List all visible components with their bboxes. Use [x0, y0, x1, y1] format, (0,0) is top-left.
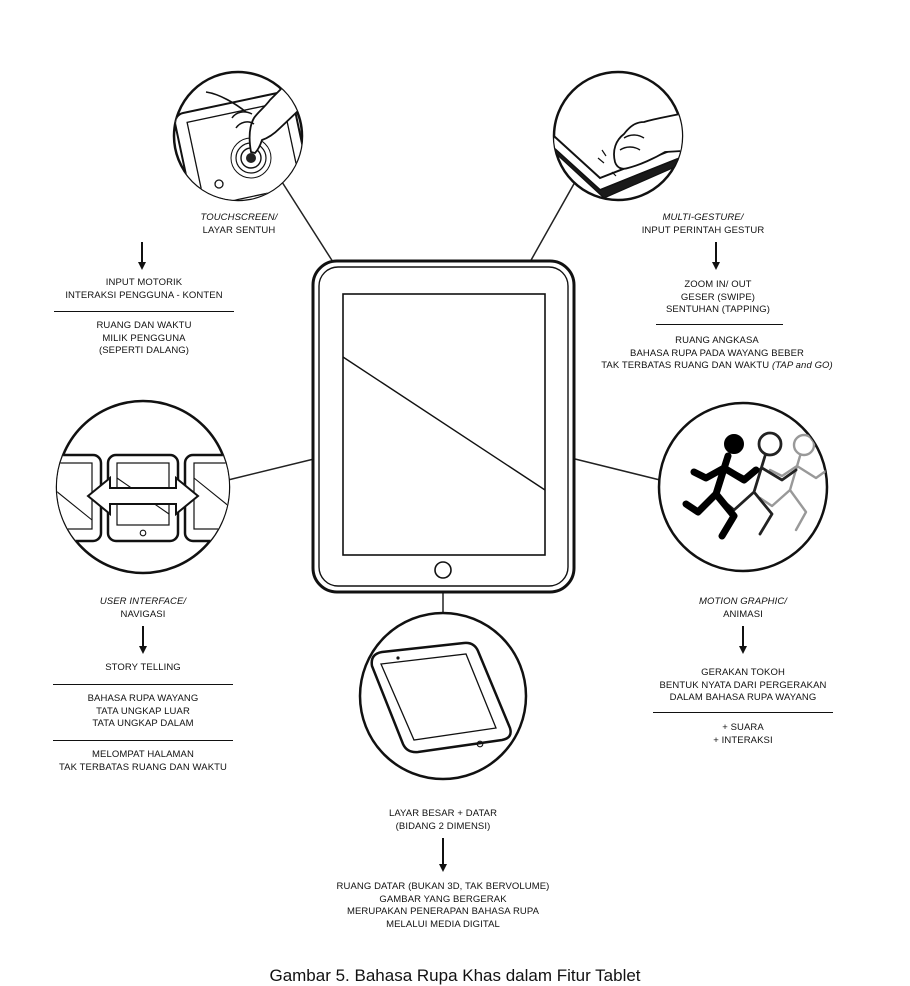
- multigesture-title-subtitle: INPUT PERINTAH GESTUR: [641, 224, 765, 236]
- layar-line-3: MERUPAKAN PENERAPAN BAHASA RUPA: [346, 906, 540, 917]
- multigesture-line-1: ZOOM IN/ OUT: [684, 279, 752, 290]
- layar-title-2: (BIDANG 2 DIMENSI): [395, 820, 491, 832]
- multigesture-line-5: BAHASA RUPA PADA WAYANG BEBER: [630, 347, 804, 359]
- touchscreen-title-subtitle: LAYAR SENTUH: [202, 224, 276, 236]
- motiongraphic-line-2: BENTUK NYATA DARI PERGERAKAN: [659, 679, 827, 691]
- userinterface-line-1: STORY TELLING: [105, 662, 181, 673]
- multigesture-divider: [656, 324, 783, 325]
- multigesture-line-6: TAK TERBATAS RUANG DAN WAKTU: [601, 360, 770, 371]
- finger-touch-tablet-icon: [173, 70, 320, 223]
- motiongraphic-line-5: + INTERAKSI: [713, 734, 773, 746]
- layar-line-1: RUANG DATAR (BUKAN 3D, TAK BERVOLUME): [336, 881, 550, 892]
- layar-title: [343, 808, 543, 833]
- pinch-gesture-tablet-icon: [545, 72, 700, 200]
- userinterface-title-italic: USER INTERFACE/: [99, 596, 187, 607]
- userinterface-story-block: [53, 662, 233, 675]
- touchscreen-divider: [54, 311, 234, 312]
- layar-title-1: LAYAR BESAR + DATAR: [388, 808, 498, 819]
- swipe-navigation-icon: [31, 401, 255, 573]
- userinterface-line-4: TATA UNGKAP DALAM: [92, 718, 194, 729]
- layar-line-4: MELALUI MEDIA DIGITAL: [386, 918, 500, 930]
- motiongraphic-title-subtitle: ANIMASI: [723, 608, 763, 620]
- motiongraphic-title: [658, 596, 828, 621]
- multigesture-line-2: GESER (SWIPE): [680, 291, 756, 303]
- touchscreen-line-2: INTERAKSI PENGGUNA - KONTEN: [65, 289, 223, 301]
- motiongraphic-line-1: GERAKAN TOKOH: [701, 667, 785, 678]
- userinterface-bahasa-block: [53, 693, 233, 731]
- multigesture-line-4: RUANG ANGKASA: [675, 335, 759, 346]
- motiongraphic-divider: [653, 712, 833, 713]
- multigesture-line-6-wrap: [590, 360, 844, 373]
- userinterface-divider-1: [53, 684, 233, 685]
- running-figures-icon: [659, 403, 830, 571]
- multigesture-title-italic: MULTI-GESTURE/: [662, 212, 744, 223]
- touchscreen-space-block: [54, 320, 234, 358]
- touchscreen-input-block: [54, 277, 234, 302]
- userinterface-jump-block: [43, 749, 243, 774]
- motiongraphic-line-3: DALAM BAHASA RUPA WAYANG: [669, 692, 817, 703]
- motiongraphic-extras-block: [653, 722, 833, 747]
- userinterface-divider-2: [53, 740, 233, 741]
- touchscreen-line-4: MILIK PENGGUNA: [102, 332, 186, 344]
- motiongraphic-movement-block: [653, 667, 833, 705]
- userinterface-line-2: BAHASA RUPA WAYANG: [87, 693, 199, 704]
- multigesture-line-6-italic: (TAP and GO): [771, 360, 833, 371]
- userinterface-title: [58, 596, 228, 621]
- touchscreen-title: [154, 212, 324, 237]
- userinterface-line-3: TATA UNGKAP LUAR: [96, 705, 190, 717]
- touchscreen-title-italic: TOUCHSCREEN/: [200, 212, 278, 223]
- userinterface-title-subtitle: NAVIGASI: [120, 608, 166, 620]
- motiongraphic-title-italic: MOTION GRAPHIC/: [698, 596, 788, 607]
- userinterface-line-6: TAK TERBATAS RUANG DAN WAKTU: [58, 761, 227, 773]
- multigesture-input-block: [638, 279, 798, 317]
- touchscreen-line-1: INPUT MOTORIK: [105, 277, 183, 288]
- multigesture-space-block: [590, 335, 844, 373]
- multigesture-title: [618, 212, 788, 237]
- layar-line-2: GAMBAR YANG BERGERAK: [379, 893, 507, 905]
- multigesture-line-3: SENTUHAN (TAPPING): [665, 304, 771, 315]
- userinterface-line-5: MELOMPAT HALAMAN: [92, 749, 194, 760]
- flat-tablet-icon: [360, 613, 526, 779]
- motiongraphic-line-4: + SUARA: [722, 722, 764, 733]
- central-tablet-icon: [313, 261, 574, 592]
- figure-caption: Gambar 5. Bahasa Rupa Khas dalam Fitur Tablet: [269, 966, 641, 985]
- layar-detail-block: [303, 881, 583, 931]
- touchscreen-line-3: RUANG DAN WAKTU: [96, 320, 192, 331]
- touchscreen-line-5: (SEPERTI DALANG): [98, 345, 190, 356]
